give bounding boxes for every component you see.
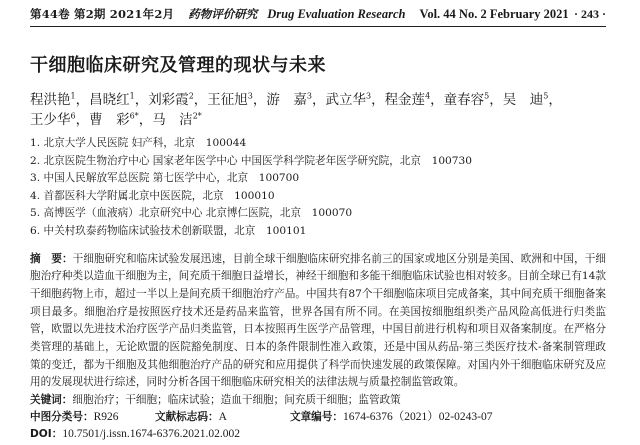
author-name: 昌晓红$^1$ [89,91,135,108]
author-affiliation-mark: 3 [365,91,372,101]
author-name: 武立华$^3$ [325,91,372,108]
author-affiliation-mark: 1 [129,91,135,101]
author-name: 游 嘉$^3$ [266,91,312,108]
classification-line [30,409,606,426]
header-rule [30,26,606,27]
author-affiliation-mark: 5 [484,91,490,101]
page-number: · 243 · [573,7,606,21]
doi-value[interactable]: 10.7501/j.issn.1674-6376.2021.02.002 [62,428,240,441]
author-affiliation-mark: 3 [306,91,312,101]
author-affiliation-mark: 5 [543,91,549,101]
abstract [30,251,606,393]
affiliation: 6. 中关村玖泰药物临床试验技术创新联盟，北京 100101 [30,224,307,237]
author-list: 程洪艳$^1$，昌晓红$^1$，刘彩霞$^2$，王征旭$^3$，游 嘉$^3$，武立华$^3$，程金莲$^4$，童春容$^5$，吴 迪$^5$，王少华$^6$，曹 彩$^{6*}$，马 洁$^{2*}$ [30,91,562,128]
author-name: 刘彩霞$^2$ [148,91,194,108]
author-affiliation-mark: 6 [70,111,76,121]
author-affiliation-mark: 3 [247,91,253,101]
article-number-value: 1674-6376（2021）02-0243-07 [342,411,493,424]
author-affiliation-mark: 4 [425,91,431,101]
author-affiliation-mark: 1 [70,91,76,101]
affiliation: 3. 中国人民解放军总医院 第七医学中心，北京 100700 [30,172,300,185]
abstract-label: 摘 要： [30,252,73,265]
clc-label: 中图分类号： [30,411,94,424]
doi-line [30,426,606,443]
author-name: 程洪艳$^1$ [30,91,76,108]
author-name: 王征旭$^3$ [207,91,253,108]
author-affiliation-mark: 2* [192,111,202,121]
clc-value: R926 [93,411,119,424]
author-name: 曹 彩$^{6*}$ [89,111,139,128]
abstract-text: 干细胞研究和临床试验发展迅速，目前全球干细胞临床研究排名前三的国家或地区分别是美国、欧洲和中国，干细胞治疗种类以造血干细胞为主，间充质干细胞日益增长，神经干细胞和多能干细胞临床试验也相对较多。目前全球已有14款干细胞药物上市，超过一半以上是间充质干细胞治疗产品。中国共有87个干细胞临床项目完成备案，其中间充质干细胞备案项目最多。细胞治疗是按照医疗技术还是药品来监管，世界各国有所不同。在美国按细胞组织类产品风险高低进行归类监管，欧盟以先进技术治疗医学产品归类监管，日本按照再生医学产品管理，中国目前进行机构和项目双备案制度。在严格分类管理的基础上，无论欧盟的医院豁免制度、日本的条件限制性准入政策，还是中国从药品-第三类医疗技术-备案制管理政策的变迁，都为干细胞及其他细胞治疗产品的研究和应用提供了科学而快速发展的政策保障。对国内外干细胞临床研究及应用的发展现状进行综述，同时分析各国干细胞临床研究相关的法律法规与质量控制监管政策。 [30,252,606,389]
author-name: 吴 迪$^5$ [502,91,549,108]
journal-name-cn: 药物评价研究 [188,7,258,21]
paper-title: 干细胞临床研究及管理的现状与未来 [30,55,326,76]
author-name: 马 洁$^{2*}$ [152,111,202,128]
doi-label: DOI： [30,428,63,441]
affiliation: 4. 首都医科大学附属北京中医医院，北京 100010 [30,189,275,202]
author-name: 王少华$^6$ [30,111,76,128]
keywords-text: 细胞治疗；干细胞；临床试验；造血干细胞；间充质干细胞；监管政策 [72,394,401,407]
doc-code-label: 文献标志码： [155,411,219,424]
affiliation-list [30,135,606,241]
author-name: 童春容$^5$ [443,91,490,108]
affiliation: 2. 北京医院生物治疗中心 国家老年医学中心 中国医学科学院老年医学研究院，北京 100730 [30,154,473,167]
volume-info-en: Vol. 44 No. 2 February 2021 [419,7,569,21]
affiliation: 1. 北京大学人民医院 妇产科，北京 100044 [30,137,247,149]
keywords-label: 关键词： [30,394,73,407]
doc-code-value: A [218,411,227,424]
journal-name-en: Drug Evaluation Research [267,7,406,21]
affiliation: 5. 高博医学（血液病）北京研究中心 北京博仁医院，北京 100070 [30,207,353,220]
running-header [30,0,606,23]
issue-info: 第44卷 第2期 2021年2月 [30,7,175,21]
author-name: 程金莲$^4$ [384,91,431,108]
article-number-label: 文章编号： [290,411,343,424]
author-affiliation-mark: 2 [188,91,194,101]
author-affiliation-mark: 6* [129,111,139,121]
keywords [30,392,606,409]
